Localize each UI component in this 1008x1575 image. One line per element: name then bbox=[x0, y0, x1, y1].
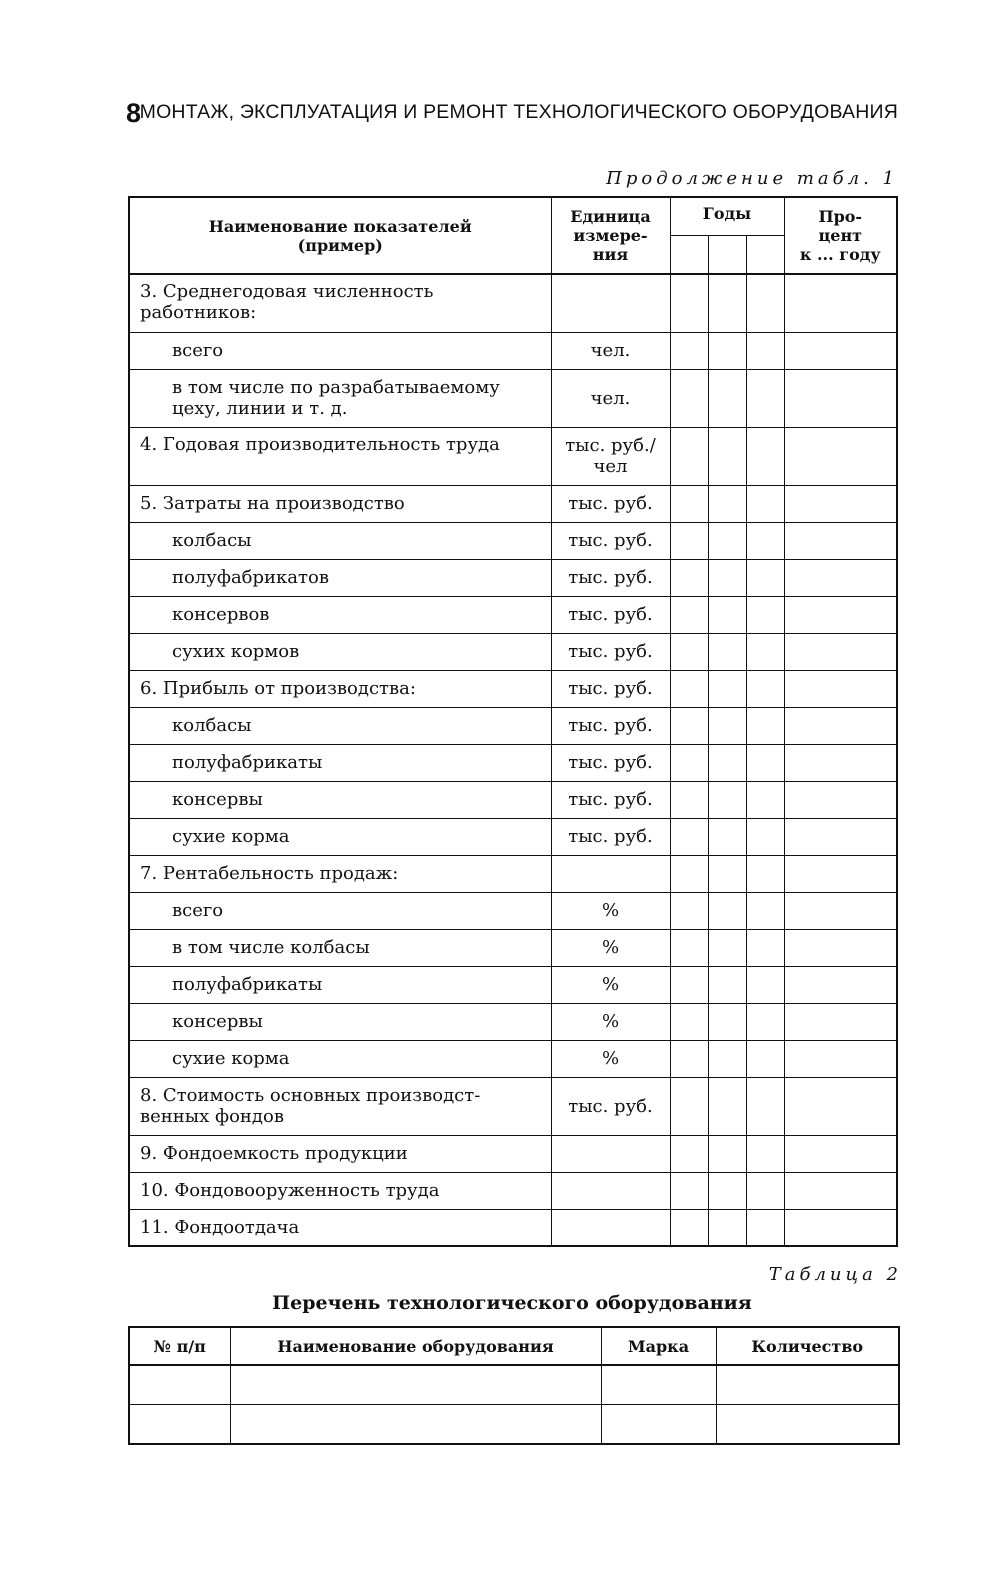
table-row bbox=[129, 966, 897, 1003]
indicator-unit: % bbox=[551, 1003, 670, 1040]
indicator-unit: тыс. руб. bbox=[551, 1077, 670, 1135]
year-value-cell bbox=[746, 596, 784, 633]
year-value-cell bbox=[746, 633, 784, 670]
percent-value-cell bbox=[784, 485, 897, 522]
indicator-name: консервов bbox=[129, 596, 551, 633]
header-indicator-name: Наименование показателей (пример) bbox=[129, 197, 551, 274]
year-value-cell bbox=[708, 633, 746, 670]
year-value-cell bbox=[670, 596, 708, 633]
indicator-name: 10. Фондовооруженность труда bbox=[129, 1172, 551, 1209]
header-unit: Единица измере- ния bbox=[551, 197, 670, 274]
indicator-unit: % bbox=[551, 929, 670, 966]
year-value-cell bbox=[746, 1135, 784, 1172]
indicator-unit: тыс. руб. bbox=[551, 522, 670, 559]
indicator-unit bbox=[551, 855, 670, 892]
header-equipment-name: Наименование оборудования bbox=[230, 1327, 601, 1365]
year-value-cell bbox=[670, 485, 708, 522]
table-row bbox=[129, 929, 897, 966]
year-value-cell bbox=[670, 707, 708, 744]
indicator-unit: чел. bbox=[551, 369, 670, 427]
table-row bbox=[129, 1135, 897, 1172]
indicator-name: 9. Фондоемкость продукции bbox=[129, 1135, 551, 1172]
percent-value-cell bbox=[784, 707, 897, 744]
table-cell bbox=[129, 1405, 230, 1445]
indicator-unit bbox=[551, 1209, 670, 1246]
indicator-unit: тыс. руб. bbox=[551, 596, 670, 633]
year-value-cell bbox=[670, 633, 708, 670]
year-value-cell bbox=[708, 707, 746, 744]
year-value-cell bbox=[670, 427, 708, 485]
year-value-cell bbox=[708, 855, 746, 892]
year-value-cell bbox=[708, 892, 746, 929]
year-value-cell bbox=[746, 781, 784, 818]
percent-value-cell bbox=[784, 1003, 897, 1040]
table2-label: Таблица 2 bbox=[768, 1264, 902, 1285]
header-year-cell bbox=[746, 236, 784, 275]
table-row bbox=[129, 274, 897, 332]
year-value-cell bbox=[708, 744, 746, 781]
percent-value-cell bbox=[784, 559, 897, 596]
table-cell bbox=[716, 1405, 899, 1445]
year-value-cell bbox=[746, 559, 784, 596]
year-value-cell bbox=[708, 1003, 746, 1040]
year-value-cell bbox=[746, 966, 784, 1003]
indicator-name: консервы bbox=[129, 1003, 551, 1040]
percent-value-cell bbox=[784, 892, 897, 929]
percent-value-cell bbox=[784, 633, 897, 670]
indicator-unit: тыс. руб. bbox=[551, 633, 670, 670]
table-row bbox=[129, 485, 897, 522]
percent-value-cell bbox=[784, 744, 897, 781]
year-value-cell bbox=[746, 485, 784, 522]
table-cell bbox=[716, 1365, 899, 1405]
year-value-cell bbox=[708, 818, 746, 855]
year-value-cell bbox=[670, 855, 708, 892]
table1-continuation-caption: Продолжение табл. 1 bbox=[606, 168, 898, 189]
year-value-cell bbox=[746, 1040, 784, 1077]
header-year-cell bbox=[670, 236, 708, 275]
indicator-name: сухие корма bbox=[129, 818, 551, 855]
year-value-cell bbox=[746, 369, 784, 427]
indicator-name: полуфабрикаты bbox=[129, 744, 551, 781]
indicator-unit: % bbox=[551, 1040, 670, 1077]
percent-value-cell bbox=[784, 855, 897, 892]
year-value-cell bbox=[746, 707, 784, 744]
year-value-cell bbox=[746, 1003, 784, 1040]
year-value-cell bbox=[670, 781, 708, 818]
indicator-name: в том числе по разрабатываемому цеху, линии и т. д. bbox=[129, 369, 551, 427]
indicator-name: полуфабрикаты bbox=[129, 966, 551, 1003]
percent-value-cell bbox=[784, 522, 897, 559]
year-value-cell bbox=[746, 744, 784, 781]
indicator-name: 11. Фондоотдача bbox=[129, 1209, 551, 1246]
indicator-name: всего bbox=[129, 892, 551, 929]
table-row bbox=[129, 596, 897, 633]
indicator-name: 8. Стоимость основных производст-венных фондов bbox=[129, 1077, 551, 1135]
table-row bbox=[129, 522, 897, 559]
indicator-unit: тыс. руб./чел bbox=[551, 427, 670, 485]
percent-value-cell bbox=[784, 596, 897, 633]
table-row bbox=[129, 855, 897, 892]
indicator-name: колбасы bbox=[129, 522, 551, 559]
table-header-row bbox=[129, 1327, 899, 1365]
year-value-cell bbox=[670, 1172, 708, 1209]
indicator-unit: тыс. руб. bbox=[551, 707, 670, 744]
table-cell bbox=[129, 1365, 230, 1405]
year-value-cell bbox=[670, 966, 708, 1003]
header-years: Годы bbox=[670, 197, 784, 236]
table-cell bbox=[230, 1405, 601, 1445]
table-row bbox=[129, 427, 897, 485]
year-value-cell bbox=[708, 274, 746, 332]
table-cell bbox=[601, 1405, 716, 1445]
year-value-cell bbox=[708, 522, 746, 559]
year-value-cell bbox=[746, 818, 784, 855]
percent-value-cell bbox=[784, 1077, 897, 1135]
percent-value-cell bbox=[784, 427, 897, 485]
year-value-cell bbox=[708, 427, 746, 485]
table-row bbox=[129, 1077, 897, 1135]
table-row bbox=[129, 892, 897, 929]
header-number: № п/п bbox=[129, 1327, 230, 1365]
year-value-cell bbox=[708, 1040, 746, 1077]
percent-value-cell bbox=[784, 670, 897, 707]
table-row bbox=[129, 1172, 897, 1209]
indicator-name: сухие корма bbox=[129, 1040, 551, 1077]
indicator-unit: тыс. руб. bbox=[551, 818, 670, 855]
year-value-cell bbox=[670, 1209, 708, 1246]
indicator-name: консервы bbox=[129, 781, 551, 818]
year-value-cell bbox=[746, 427, 784, 485]
indicator-name: 7. Рентабельность продаж: bbox=[129, 855, 551, 892]
indicator-name: полуфабрикатов bbox=[129, 559, 551, 596]
indicator-name: сухих кормов bbox=[129, 633, 551, 670]
year-value-cell bbox=[708, 332, 746, 369]
table-header-row bbox=[129, 197, 897, 236]
equipment-table bbox=[128, 1326, 900, 1445]
percent-value-cell bbox=[784, 781, 897, 818]
table-cell bbox=[601, 1365, 716, 1405]
year-value-cell bbox=[708, 485, 746, 522]
year-value-cell bbox=[670, 1003, 708, 1040]
indicator-unit: тыс. руб. bbox=[551, 559, 670, 596]
table-row bbox=[129, 818, 897, 855]
header-brand: Марка bbox=[601, 1327, 716, 1365]
year-value-cell bbox=[670, 929, 708, 966]
indicator-unit bbox=[551, 1172, 670, 1209]
table-row bbox=[129, 559, 897, 596]
indicator-name: 4. Годовая производительность труда bbox=[129, 427, 551, 485]
year-value-cell bbox=[708, 929, 746, 966]
indicator-unit: тыс. руб. bbox=[551, 744, 670, 781]
year-value-cell bbox=[670, 522, 708, 559]
year-value-cell bbox=[746, 1077, 784, 1135]
indicator-name: колбасы bbox=[129, 707, 551, 744]
year-value-cell bbox=[746, 855, 784, 892]
indicator-unit: % bbox=[551, 966, 670, 1003]
table-row bbox=[129, 744, 897, 781]
table-row bbox=[129, 369, 897, 427]
table-row bbox=[129, 332, 897, 369]
percent-value-cell bbox=[784, 369, 897, 427]
year-value-cell bbox=[708, 596, 746, 633]
indicator-name: 6. Прибыль от производства: bbox=[129, 670, 551, 707]
year-value-cell bbox=[670, 1077, 708, 1135]
table-row bbox=[129, 707, 897, 744]
indicator-unit bbox=[551, 274, 670, 332]
indicator-unit: тыс. руб. bbox=[551, 781, 670, 818]
percent-value-cell bbox=[784, 1040, 897, 1077]
year-value-cell bbox=[746, 892, 784, 929]
table-row bbox=[129, 781, 897, 818]
table-row bbox=[129, 633, 897, 670]
year-value-cell bbox=[670, 892, 708, 929]
year-value-cell bbox=[670, 1135, 708, 1172]
indicator-name: всего bbox=[129, 332, 551, 369]
year-value-cell bbox=[670, 369, 708, 427]
indicator-unit bbox=[551, 1135, 670, 1172]
year-value-cell bbox=[746, 1209, 784, 1246]
indicators-table bbox=[128, 196, 898, 1247]
indicator-name: в том числе колбасы bbox=[129, 929, 551, 966]
table-cell bbox=[230, 1365, 601, 1405]
table-row bbox=[129, 1365, 899, 1405]
table-row bbox=[129, 1209, 897, 1246]
year-value-cell bbox=[670, 818, 708, 855]
year-value-cell bbox=[670, 274, 708, 332]
year-value-cell bbox=[746, 274, 784, 332]
indicator-unit: % bbox=[551, 892, 670, 929]
year-value-cell bbox=[670, 332, 708, 369]
running-title: МОНТАЖ, ЭКСПЛУАТАЦИЯ И РЕМОНТ ТЕХНОЛОГИЧЕСКОГО ОБОРУДОВАНИЯ bbox=[139, 101, 898, 123]
table-row bbox=[129, 1040, 897, 1077]
header-quantity: Количество bbox=[716, 1327, 899, 1365]
year-value-cell bbox=[708, 1172, 746, 1209]
running-header bbox=[126, 98, 898, 132]
year-value-cell bbox=[708, 1077, 746, 1135]
percent-value-cell bbox=[784, 274, 897, 332]
indicator-name: 3. Среднегодовая численность работников: bbox=[129, 274, 551, 332]
percent-value-cell bbox=[784, 332, 897, 369]
year-value-cell bbox=[708, 369, 746, 427]
year-value-cell bbox=[708, 559, 746, 596]
indicator-unit: чел. bbox=[551, 332, 670, 369]
indicator-unit: тыс. руб. bbox=[551, 670, 670, 707]
indicator-unit: тыс. руб. bbox=[551, 485, 670, 522]
table-row bbox=[129, 1003, 897, 1040]
year-value-cell bbox=[746, 1172, 784, 1209]
year-value-cell bbox=[746, 929, 784, 966]
header-percent: Про- цент к ... году bbox=[784, 197, 897, 274]
percent-value-cell bbox=[784, 1135, 897, 1172]
year-value-cell bbox=[746, 332, 784, 369]
table2-title: Перечень технологического оборудования bbox=[272, 1292, 752, 1314]
year-value-cell bbox=[746, 670, 784, 707]
year-value-cell bbox=[670, 1040, 708, 1077]
year-value-cell bbox=[670, 744, 708, 781]
indicator-name: 5. Затраты на производство bbox=[129, 485, 551, 522]
year-value-cell bbox=[708, 1209, 746, 1246]
year-value-cell bbox=[746, 522, 784, 559]
table-row bbox=[129, 1405, 899, 1445]
year-value-cell bbox=[708, 1135, 746, 1172]
page-number: 8 bbox=[126, 98, 142, 128]
year-value-cell bbox=[708, 670, 746, 707]
header-year-cell bbox=[708, 236, 746, 275]
percent-value-cell bbox=[784, 1209, 897, 1246]
indicators-table-body bbox=[129, 274, 897, 1246]
table-row bbox=[129, 670, 897, 707]
percent-value-cell bbox=[784, 929, 897, 966]
year-value-cell bbox=[670, 670, 708, 707]
percent-value-cell bbox=[784, 818, 897, 855]
percent-value-cell bbox=[784, 966, 897, 1003]
year-value-cell bbox=[708, 781, 746, 818]
year-value-cell bbox=[670, 559, 708, 596]
year-value-cell bbox=[708, 966, 746, 1003]
percent-value-cell bbox=[784, 1172, 897, 1209]
